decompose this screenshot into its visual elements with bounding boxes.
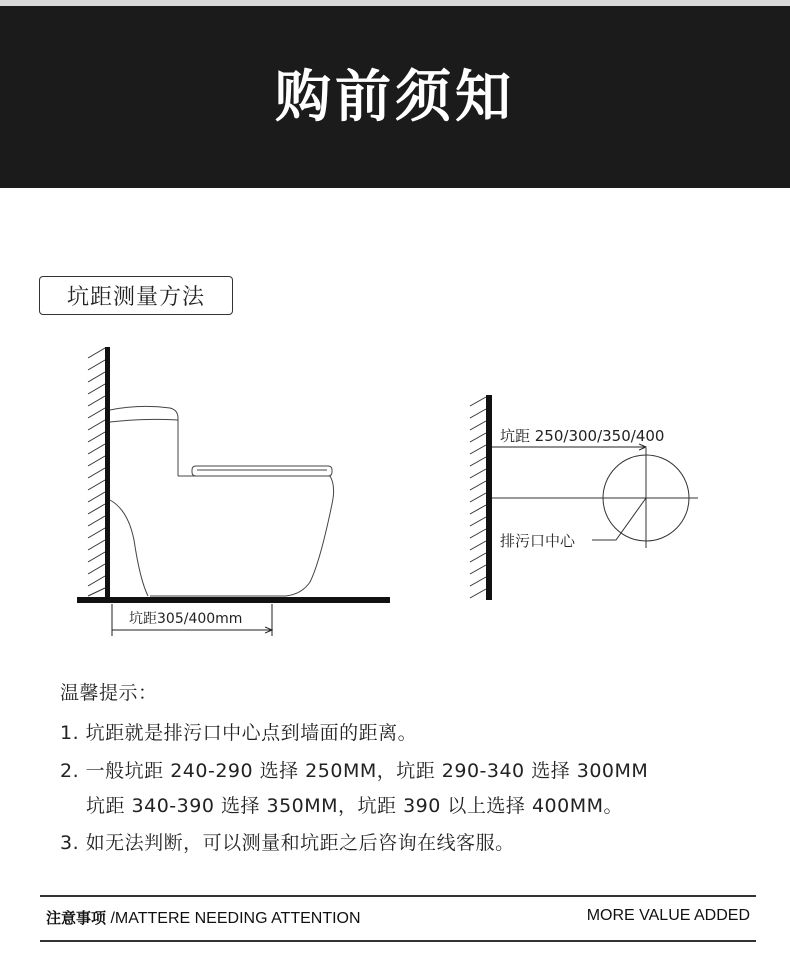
right-dimension-label: 坑距 250/300/350/400 — [500, 427, 665, 445]
tips-heading: 温馨提示： — [60, 682, 158, 704]
left-diagram — [77, 347, 390, 636]
footer-divider-top — [40, 895, 756, 897]
footer-left-en: /MATTERE NEEDING ATTENTION — [106, 910, 361, 927]
page-title: 购前须知 — [275, 65, 515, 130]
toilet-outline — [110, 406, 334, 596]
right-wall-hatch — [470, 397, 486, 598]
tip-item-2: 2. 一般坑距 240-290 选择 250MM，坑距 290-340 选择 300MM — [60, 760, 649, 782]
left-wall — [105, 347, 110, 599]
footer-divider-bottom — [40, 940, 756, 942]
tip-item-3: 3. 如无法判断，可以测量和坑距之后咨询在线客服。 — [60, 832, 515, 854]
floor-line — [77, 597, 390, 603]
section-title: 坑距测量方法 — [39, 276, 233, 315]
tip-item-2-cont: 坑距 340-390 选择 350MM，坑距 390 以上选择 400MM。 — [86, 795, 623, 817]
footer-left — [46, 907, 361, 928]
right-wall — [486, 395, 492, 600]
left-dimension-label: 坑距305/400mm — [129, 611, 243, 627]
drain-center-label: 排污口中心 — [500, 532, 576, 550]
tip-item-1: 1. 坑距就是排污口中心点到墙面的距离。 — [60, 722, 418, 744]
footer-right: MORE VALUE ADDED — [586, 907, 750, 924]
footer-left-cn: 注意事项 — [46, 909, 107, 927]
left-wall-hatch — [88, 348, 105, 596]
right-diagram — [470, 395, 698, 600]
